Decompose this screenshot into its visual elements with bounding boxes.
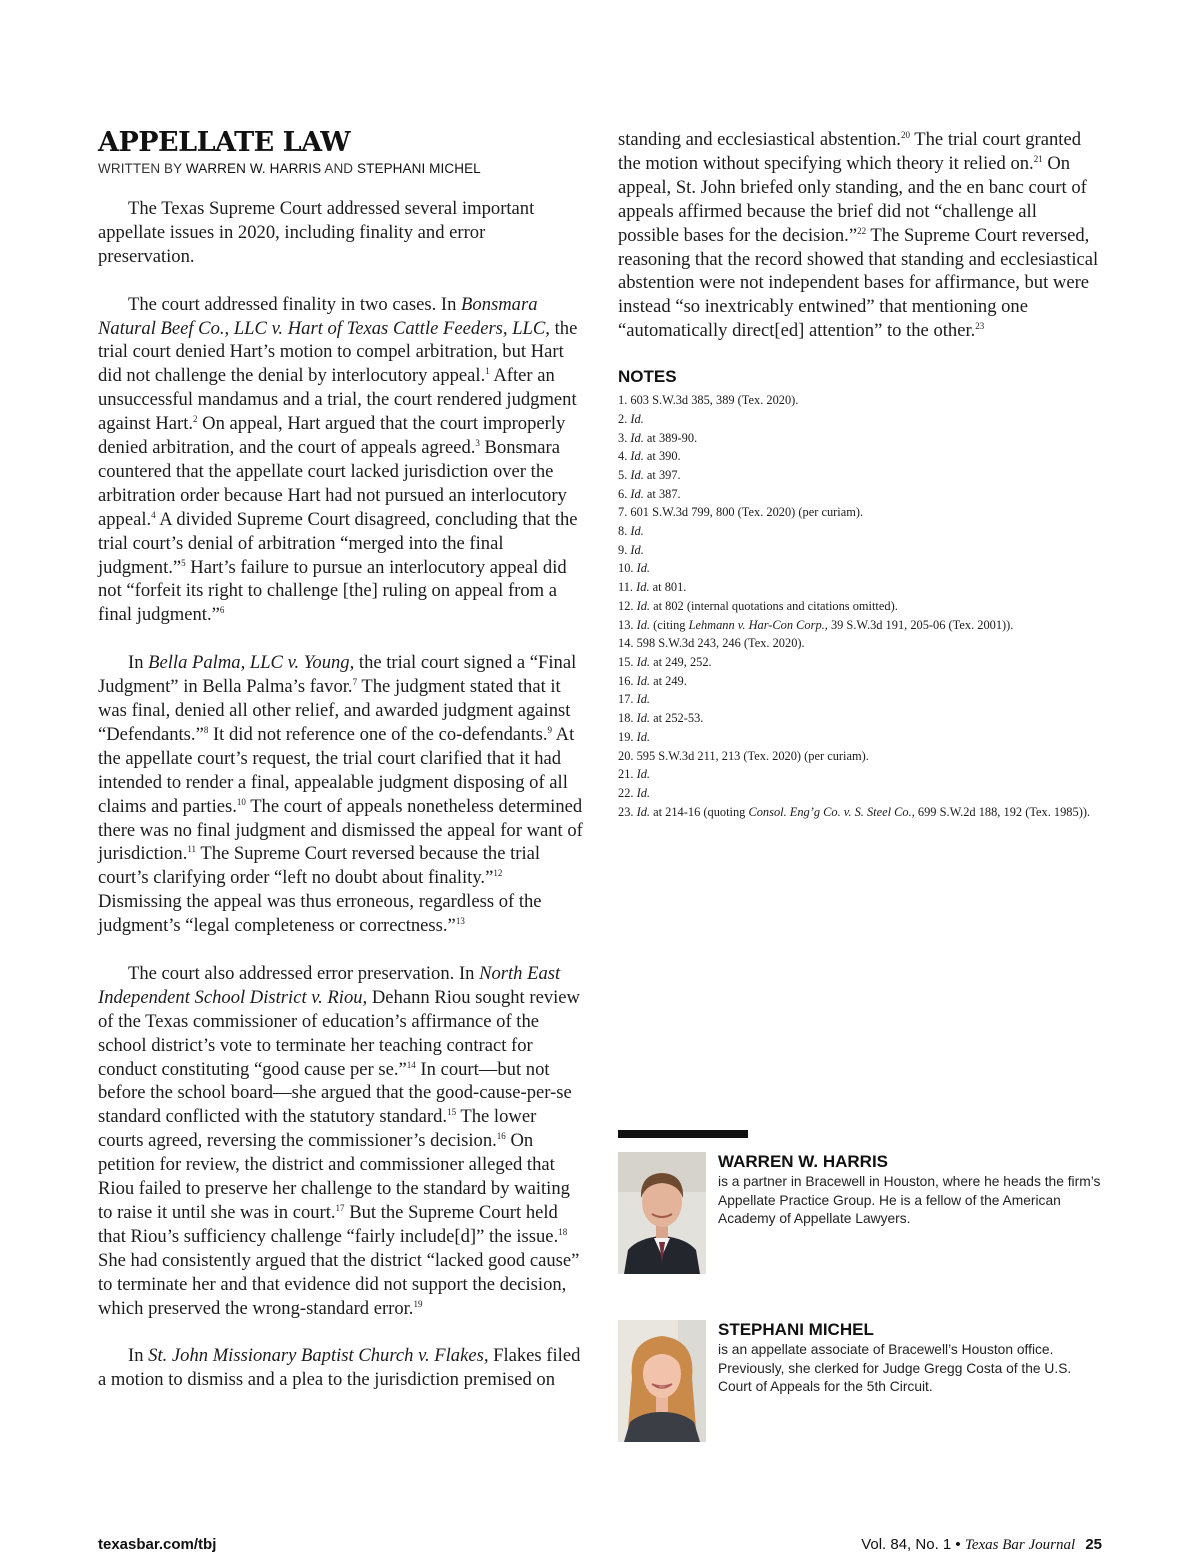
author-name: WARREN W. HARRIS <box>718 1152 888 1171</box>
note-item: 8. Id. <box>618 524 644 539</box>
case-name: North East Independent School District v. Riou, <box>98 962 561 1008</box>
article-body-continued <box>618 128 1102 343</box>
footnote-ref: 2 <box>193 414 198 425</box>
right-column <box>618 128 1102 821</box>
paragraph: The court addressed finality in two cases. In Bonsmara Natural Beef Co., LLC v. Hart of Texas Cattle Feeders, LLC, the trial court denied Hart’s motion to compel arbitration, but Hart did not challenge the denial by interlocutory appeal.$^1$ After an unsuccessful mandamus and a trial, the court rendered judgment against Hart.$^2$ On appeal, Hart argued that the court improperly denied arbitration, and the court of appeals agreed.$^3$ Bonsmara countered that the appellate court lacked jurisdiction over the arbitration order because Hart had not pursued an interlocutory appeal.$^4$ A divided Supreme Court disagreed, concluding that the trial court’s denial of arbitration “merged into the final judgment.”$^5$ Hart’s failure to pursue an interlocutory appeal did not “forfeit its right to challenge [the] ruling on appeal from a final judgment.”$^6$ <box>98 293 578 626</box>
note-item: 4. Id. at 390. <box>618 449 681 464</box>
note-item: 21. Id. <box>618 767 651 782</box>
byline: WRITTEN BY WARREN W. HARRIS AND STEPHANI MICHEL <box>98 161 481 176</box>
note-item: 2. Id. <box>618 411 644 426</box>
note-item: 18. Id. at 252-53. <box>618 711 704 726</box>
journal-name: Texas Bar Journal <box>964 1537 1076 1553</box>
note-item: 10. Id. <box>618 561 651 576</box>
note-item: 17. Id. <box>618 692 651 707</box>
author-name: STEPHANI MICHEL <box>718 1320 874 1339</box>
footnote-ref: 10 <box>236 796 246 807</box>
footnote-ref: 17 <box>335 1203 345 1214</box>
notes-list <box>618 391 1102 821</box>
note-item: 19. Id. <box>618 729 651 744</box>
page-footer <box>98 1536 1102 1556</box>
note-item: 11. Id. at 801. <box>618 580 687 595</box>
note-item: 6. Id. at 387. <box>618 486 681 501</box>
author-photo <box>618 1152 706 1274</box>
author-bio-text: is a partner in Bracewell in Houston, where he heads the firm’s Appellate Practice Group. He is a fellow of the American Academy of Appellate Lawyers. <box>718 1174 1101 1227</box>
page-number: 25 <box>1085 1536 1102 1553</box>
footnote-ref: 1 <box>485 366 490 377</box>
author-bio <box>618 1320 1102 1444</box>
avatar <box>618 1320 706 1442</box>
paragraph: In Bella Palma, LLC v. Young, the trial court signed a “Final Judgment” in Bella Palma’s favor.$^7$ The judgment stated that it was final, denied all other relief, and awarded judgment against “Defendants.”$^8$ It did not reference one of the co-defendants.$^9$ At the appellate court’s request, the trial court clarified that it had intended to render a final, appealable judgment disposing of all claims and parties.$^{10}$ The court of appeals nonetheless determined there was no final judgment and dismissed the appeal for want of jurisdiction.$^{11}$ The Supreme Court reversed because the trial court’s clarifying order “left no doubt about finality.”$^{12}$ Dismissing the appeal was thus erroneous, regardless of the judgment’s “legal completeness or correctness.”$^{13}$ <box>98 652 583 937</box>
author-bio-text: is an appellate associate of Bracewell’s Houston office. Previously, she clerked for Judge Gregg Costa of the U.S. Court of Appeals for the 5th Circuit. <box>718 1342 1072 1395</box>
case-name: St. John Missionary Baptist Church v. Flakes, <box>148 1345 489 1367</box>
footnote-ref: 20 <box>900 130 910 140</box>
footnote-ref: 7 <box>352 677 358 688</box>
author-name: WARREN W. HARRIS <box>185 161 322 176</box>
footnote-ref: 22 <box>857 225 867 236</box>
footnote-ref: 6 <box>219 605 225 616</box>
footnote-ref: 16 <box>496 1131 506 1142</box>
note-item: 14. 598 S.W.3d 243, 246 (Tex. 2020). <box>618 636 805 651</box>
case-name: Bonsmara Natural Beef Co., LLC v. Hart of Texas Cattle Feeders, LLC, <box>98 293 550 339</box>
footnote-ref: 15 <box>447 1107 457 1118</box>
footnote-ref: 21 <box>1033 153 1043 164</box>
footnote-ref: 23 <box>975 321 985 332</box>
footnote-ref: 9 <box>547 724 553 735</box>
note-item: 5. Id. at 397. <box>618 467 681 482</box>
note-item: 7. 601 S.W.3d 799, 800 (Tex. 2020) (per curiam). <box>618 505 864 520</box>
footnote-ref: 8 <box>203 724 209 735</box>
note-item: 22. Id. <box>618 785 651 800</box>
footnote-ref: 13 <box>455 916 465 927</box>
section-title: APPELLATE LAW <box>98 127 351 158</box>
footnote-ref: 19 <box>413 1298 423 1309</box>
footer-site-link[interactable]: texasbar.com/tbj <box>98 1536 217 1553</box>
paragraph: In St. John Missionary Baptist Church v. Flakes, Flakes filed a motion to dismiss and a plea to the jurisdiction premised on <box>98 1345 581 1391</box>
author-info <box>718 1320 1102 1397</box>
author-info <box>718 1152 1102 1229</box>
case-name: Bella Palma, LLC v. Young, <box>148 652 355 674</box>
note-item: 16. Id. at 249. <box>618 673 687 688</box>
footnote-ref: 18 <box>558 1226 568 1237</box>
author-bio <box>618 1152 1102 1276</box>
footnote-ref: 12 <box>493 868 503 879</box>
footer-issue-info: Vol. 84, No. 1 • Texas Bar Journal 25 <box>861 1536 1102 1553</box>
left-column <box>98 128 584 1416</box>
footnote-ref: 3 <box>475 438 480 449</box>
note-item: 23. Id. at 214-16 (quoting Consol. Eng’g Co. v. S. Steel Co., 699 S.W.2d 188, 192 (Tex. 1985)). <box>618 804 1091 819</box>
paragraph: The Texas Supreme Court addressed several important appellate issues in 2020, including finality and error preservation. <box>98 198 535 267</box>
author-divider-bar <box>618 1130 748 1138</box>
footnote-ref: 14 <box>406 1059 416 1070</box>
author-photo <box>618 1320 706 1442</box>
note-item: 9. Id. <box>618 542 644 557</box>
notes-heading: NOTES <box>618 367 677 387</box>
article-body <box>98 197 584 1392</box>
author-name: STEPHANI MICHEL <box>357 161 481 176</box>
note-item: 1. 603 S.W.3d 385, 389 (Tex. 2020). <box>618 393 799 408</box>
footnote-ref: 11 <box>187 844 197 855</box>
paragraph: standing and ecclesiastical abstention.$^{20}$ The trial court granted the motion without specifying which theory it relied on.$^{21}$ On appeal, St. John briefed only standing, and the en banc court of appeals affirmed because the brief did not “challenge all possible bases for the decision.”$^{22}$ The Supreme Court reversed, reasoning that the record showed that standing and ecclesiastical abstention were not independent bases for affirmance, but were instead “so inextricably entwined” that mentioning one “automatically direct[ed] attention” to the other.$^{23}$ <box>618 129 1099 342</box>
note-item: 13. Id. (citing Lehmann v. Har-Con Corp., 39 S.W.3d 191, 205-06 (Tex. 2001)). <box>618 617 1014 632</box>
footnote-ref: 4 <box>151 509 156 520</box>
note-item: 12. Id. at 802 (internal quotations and citations omitted). <box>618 598 898 613</box>
note-item: 20. 595 S.W.3d 211, 213 (Tex. 2020) (per curiam). <box>618 748 869 763</box>
note-item: 15. Id. at 249, 252. <box>618 655 712 669</box>
note-item: 3. Id. at 389-90. <box>618 430 698 445</box>
footnote-ref: 5 <box>181 557 186 568</box>
paragraph: The court also addressed error preservation. In North East Independent School District v. Riou, Dehann Riou sought review of the Texas commissioner of education’s affirmance of the school district’s vote to terminate her teaching contract for conduct constituting “good cause per se.”$^{14}$ In court—but not before the school board—she argued that the good-cause-per-se standard conflicted with the statutory standard.$^{15}$ The lower courts agreed, reversing the commissioner’s decision.$^{16}$ On petition for review, the district and commissioner alleged that Riou failed to preserve her challenge to the standard by waiting to raise it until she was in court.$^{17}$ But the Supreme Court held that Riou’s sufficiency challenge “fairly include[d]” the issue.$^{18}$ She had consistently argued that the district “lacked good cause” to terminate her and that evidence did not support the decision, which preserved the wrong-standard error.$^{19}$ <box>98 962 580 1319</box>
avatar <box>618 1152 706 1274</box>
